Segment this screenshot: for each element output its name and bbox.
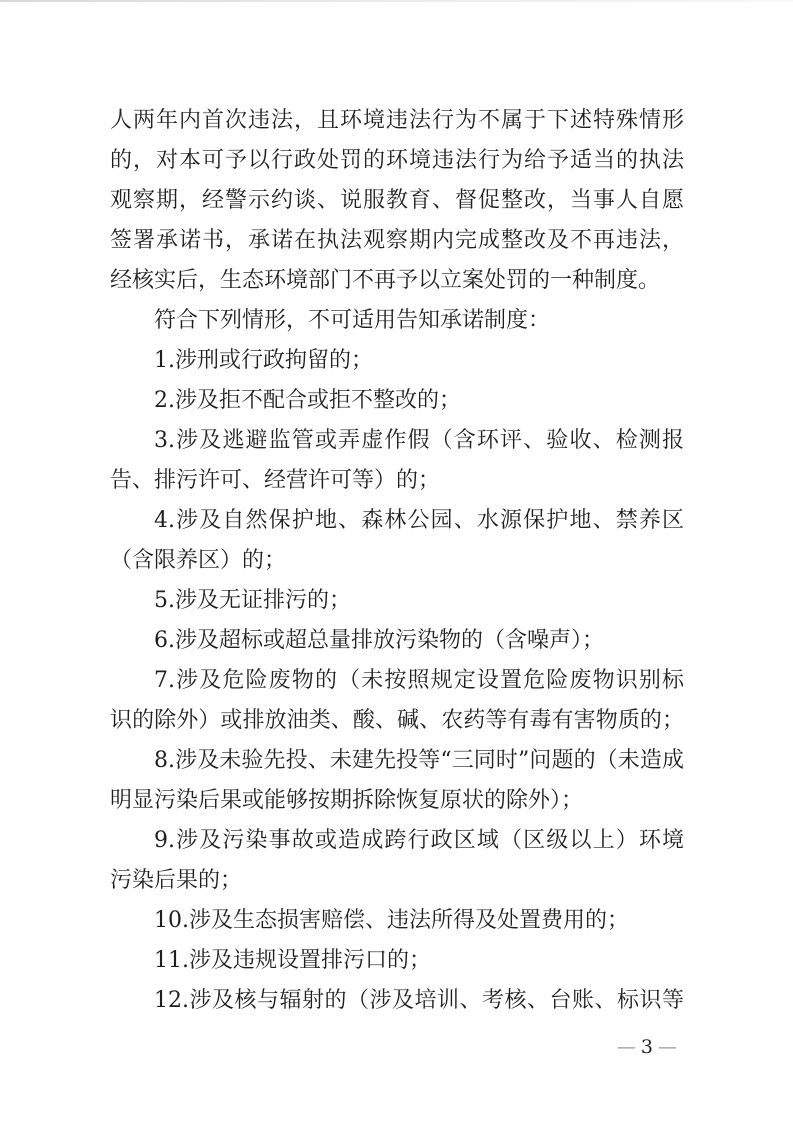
text-line: 7.涉及危险废物的（未按照规定设置危险废物识别标	[154, 668, 684, 693]
text-line: 符合下列情形，不可适用告知承诺制度：	[154, 308, 551, 333]
text-line: 的，对本可予以行政处罚的环境违法行为给予适当的执法	[110, 148, 684, 173]
text-line: 明显污染后果或能够按期拆除恢复原状的除外）；	[110, 788, 584, 813]
text-line: 9.涉及污染事故或造成跨行政区域（区级以上）环境	[154, 828, 684, 853]
text-line: 签署承诺书，承诺在执法观察期内完成整改及不再违法，	[110, 228, 684, 253]
text-line: 11.涉及违规设置排污口的；	[154, 948, 431, 973]
text-line: 人两年内首次违法，且环境违法行为不属于下述特殊情形	[110, 108, 684, 133]
text-line: 6.涉及超标或超总量排放污染物的（含噪声）；	[154, 628, 604, 653]
page-number-dash-right: —	[658, 1036, 677, 1058]
page-number-dash-left: —	[616, 1036, 636, 1058]
text-line: 污染后果的；	[110, 868, 243, 893]
text-line: 告、排污许可、经营许可等）的；	[110, 468, 441, 493]
text-line: 10.涉及生态损害赔偿、违法所得及处置费用的；	[154, 908, 629, 933]
page-number-value: 3	[640, 1036, 653, 1058]
scan-edge-artifact	[0, 0, 793, 2]
page-number	[612, 1036, 682, 1058]
document-text-block	[110, 101, 684, 1021]
text-line: 观察期，经警示约谈、说服教育、督促整改，当事人自愿	[110, 188, 684, 213]
text-line: 经核实后，生态环境部门不再予以立案处罚的一种制度。	[110, 268, 661, 293]
text-line: 3.涉及逃避监管或弄虚作假（含环评、验收、检测报	[154, 428, 684, 453]
text-line: 12.涉及核与辐射的（涉及培训、考核、台账、标识等	[154, 988, 684, 1013]
text-line: 2.涉及拒不配合或拒不整改的；	[154, 388, 461, 413]
text-line: 8.涉及未验先投、未建先投等“三同时”问题的（未造成	[154, 748, 684, 773]
text-line: （含限养区）的；	[110, 548, 287, 573]
text-line: 5.涉及无证排污的；	[154, 588, 351, 613]
text-line: 1.涉刑或行政拘留的；	[154, 348, 373, 373]
text-line: 识的除外）或排放油类、酸、碱、农药等有毒有害物质的；	[110, 708, 684, 733]
text-line: 4.涉及自然保护地、森林公园、水源保护地、禁养区	[154, 508, 684, 533]
